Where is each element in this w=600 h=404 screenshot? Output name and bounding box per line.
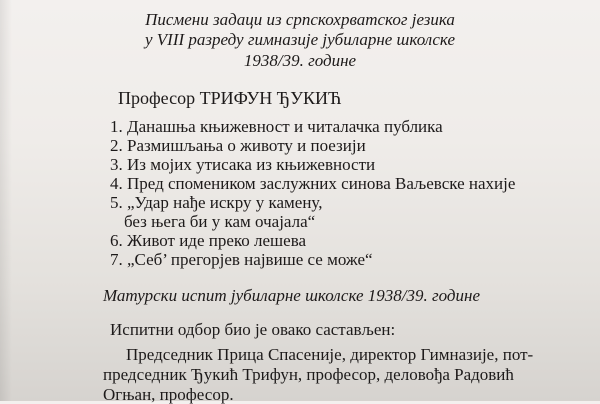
topic-1: 1. Данашња књижевност и читалачка публика — [110, 117, 443, 136]
commission-intro: Испитни одбор био је овако састављен: — [110, 320, 396, 339]
commission-line-1: Председник Прица Спасеније, директор Гимназије, пот- — [126, 345, 534, 364]
topic-4: 4. Пред спомеником заслужних синова Ваљевске нахије — [110, 174, 516, 193]
topic-7: 7. „Себ’ прегорјев највише се може“ — [110, 250, 373, 269]
professor-name: Професор ТРИФУН ЂУКИЋ — [118, 88, 342, 108]
topic-3: 3. Из мојих утисака из књижевности — [110, 155, 376, 174]
topic-2: 2. Размишљања о животу и поезији — [110, 136, 366, 155]
topic-6: 6. Живот иде преко лешева — [110, 231, 307, 250]
title-line-2: у VIII разреду гимназије јубиларне школске — [144, 30, 456, 49]
topic-5-line-2: без њега би у кам очајала“ — [124, 212, 316, 231]
topic-5-line-1: 5. „Удар нађе искру у камену, — [110, 193, 323, 212]
commission-line-3: Огњан, професор. — [103, 385, 234, 404]
exam-heading: Матурски испит јубиларне школске 1938/39. године — [103, 286, 480, 305]
title-line-3: 1938/39. године — [243, 51, 357, 70]
commission-line-2: председник Ђукић Трифун, професор, деловођа Радовић — [103, 365, 514, 384]
title-line-1: Писмени задаци из српскохрватског језика — [145, 10, 455, 29]
